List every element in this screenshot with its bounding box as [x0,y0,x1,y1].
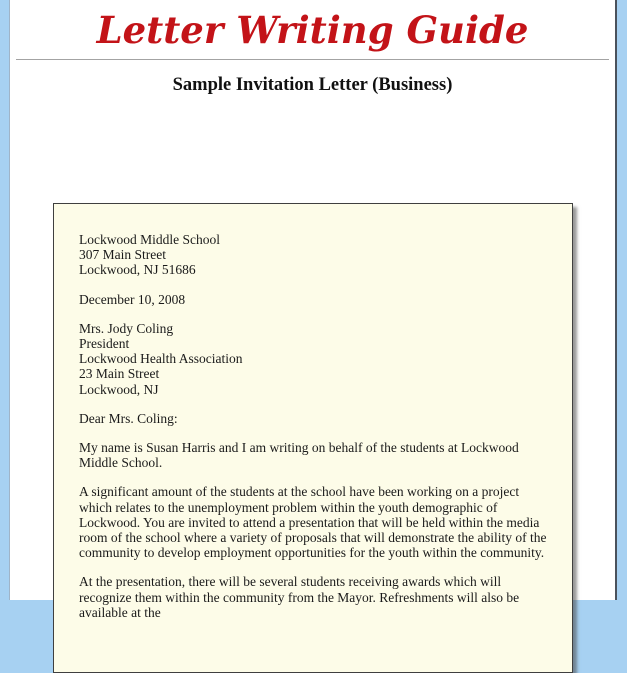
page-title: Sample Invitation Letter (Business) [172,75,453,95]
sender-address-line: Lockwood Middle School [79,232,220,247]
recipient-address [79,321,551,397]
page-content-area [9,0,617,620]
recipient-address-line: President [79,336,130,352]
sender-address [79,232,551,278]
recipient-address-line: 23 Main Street [79,366,160,382]
sender-address-line: 307 Main Street [79,247,166,263]
letter-date: December 10, 2008 [79,291,186,307]
header-divider [16,59,609,60]
sender-address-line: Lockwood, NJ 51686 [79,262,196,278]
letter-salutation: Dear Mrs. Coling: [79,410,178,426]
letter-paragraph: At the presentation, there will be several students receiving awards which will recognize them within the community from the Mayor. Refreshments will also be available at the [79,574,520,620]
sample-letter-document [53,203,573,673]
recipient-address-line: Mrs. Jody Coling [79,320,174,336]
recipient-address-line: Lockwood, NJ [79,381,159,397]
letter-paragraph: A significant amount of the students at the school have been working on a project which relates to the unemployment problem within the youth demographic of Lockwood. You are invited to attend a presentation that will be held within the media room of the school where a variety of proposals that will demonstrate the ability of the community to develop employment opportunities for the youth within the community. [79,484,547,561]
site-masthead-title: Letter Writing Guide [96,8,529,52]
letter-paragraph: My name is Susan Harris and I am writing on behalf of the students at Lockwood Middle School. [79,440,519,471]
recipient-address-line: Lockwood Health Association [79,351,243,367]
